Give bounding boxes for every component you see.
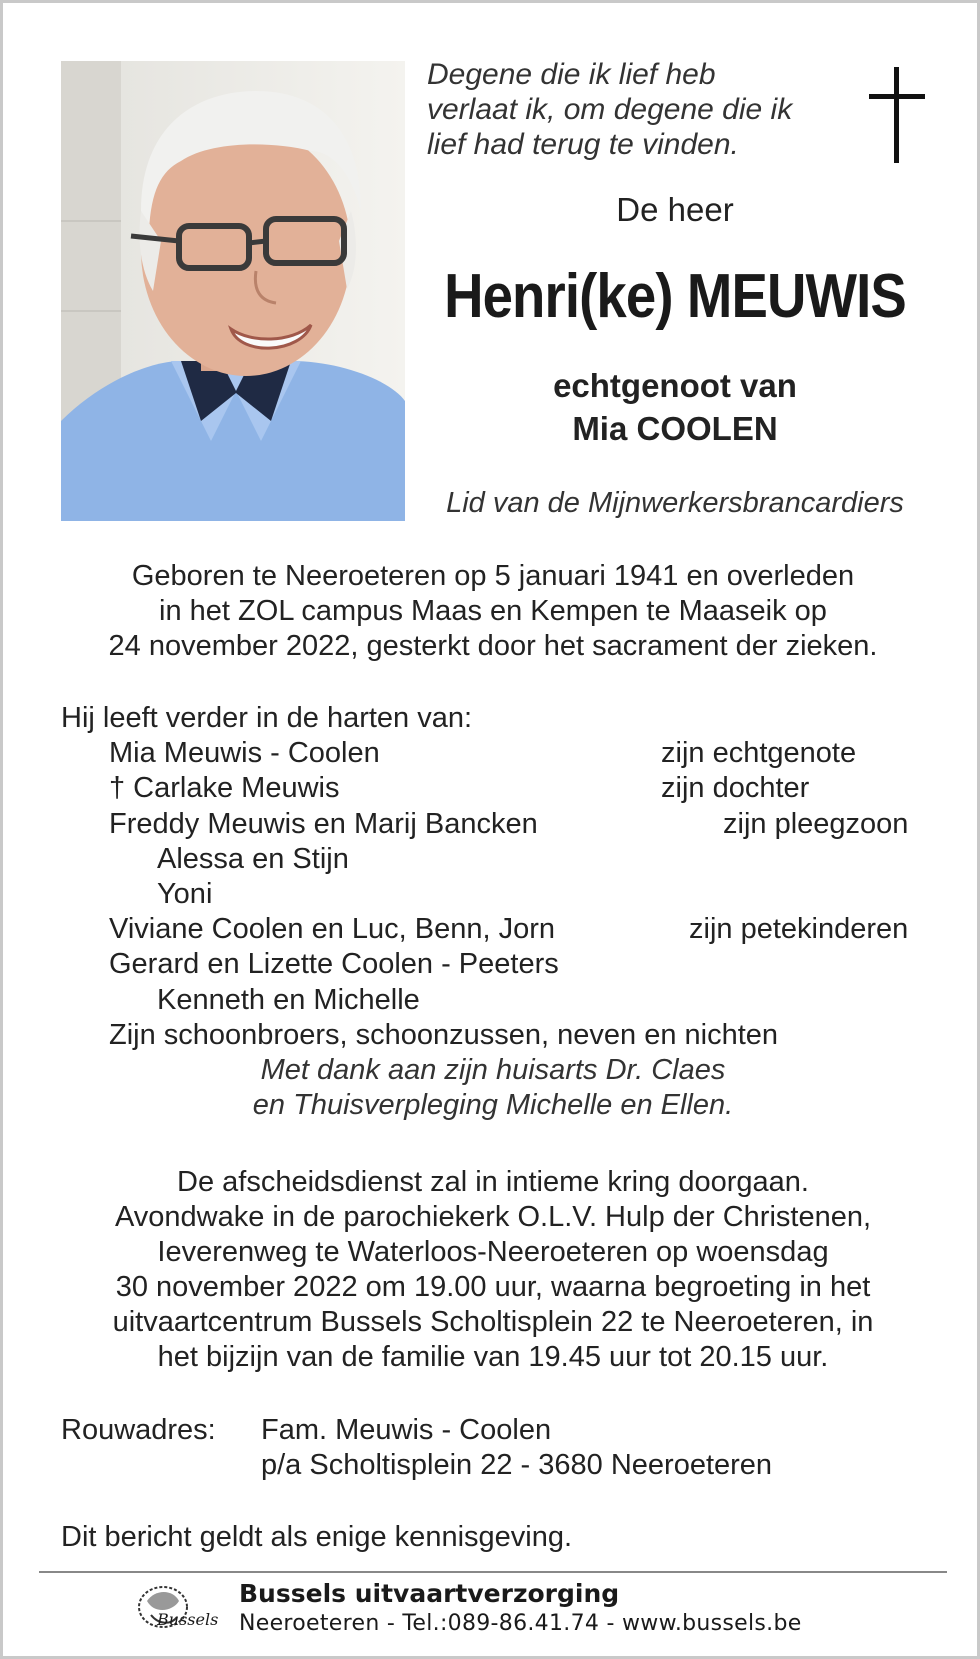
survivor-name: Viviane Coolen en Luc, Benn, Jorn xyxy=(109,913,556,946)
survivor-name: Freddy Meuwis en Marij Bancken xyxy=(109,807,538,840)
list-item xyxy=(61,807,941,842)
service-line: De afscheidsdienst zal in intieme kring doorgaan. xyxy=(177,1166,809,1198)
survivors-list xyxy=(61,701,941,1053)
survivor-relation: zijn pleegzoon xyxy=(723,807,909,840)
survivor-name: Gerard en Lizette Coolen - Peeters xyxy=(109,948,559,981)
list-item xyxy=(61,983,941,1018)
company-contact: Neeroeteren - Tel.:089-86.41.74 - www.bussels.be xyxy=(239,1611,802,1636)
notice-text: Dit bericht geldt als enige kennisgeving. xyxy=(61,1521,573,1553)
survivor-name: Zijn schoonbroers, schoonzussen, neven en nichten xyxy=(109,1018,779,1051)
address-line: Fam. Meuwis - Coolen xyxy=(261,1414,552,1446)
company-name: Bussels uitvaartverzorging xyxy=(239,1579,620,1608)
service-line: uitvaartcentrum Bussels Scholtisplein 22 te Neeroeteren, in xyxy=(112,1306,874,1338)
survivor-relation: zijn petekinderen xyxy=(689,913,909,946)
cross-icon xyxy=(869,67,925,168)
list-item xyxy=(61,947,941,982)
survivor-name: Alessa en Stijn xyxy=(157,842,349,875)
birth-death-line: Geboren te Neeroeteren op 5 januari 1941 en overleden xyxy=(131,560,855,592)
list-item xyxy=(61,736,941,771)
survivor-name: † Carlake Meuwis xyxy=(109,772,340,805)
membership: Lid van de Mijnwerkersbrancardiers xyxy=(446,487,904,519)
title-prefix: De heer xyxy=(616,191,734,228)
survivor-name: Yoni xyxy=(157,877,213,910)
survivor-name: Mia Meuwis - Coolen xyxy=(109,737,380,770)
survivor-relation: zijn echtgenote xyxy=(661,737,857,770)
list-item xyxy=(61,1018,941,1053)
list-item xyxy=(61,912,941,947)
service-line: Avondwake in de parochiekerk O.L.V. Hulp der Christenen, xyxy=(114,1201,872,1233)
service-line: Ieverenweg te Waterloos-Neeroeteren op woensdag xyxy=(157,1236,829,1268)
address-line: p/a Scholtisplein 22 - 3680 Neeroeteren xyxy=(261,1449,773,1481)
list-item xyxy=(61,771,941,806)
spouse-label: echtgenoot van xyxy=(553,367,797,404)
list-item xyxy=(61,877,941,912)
acknowledgement-line: en Thuisverpleging Michelle en Ellen. xyxy=(252,1089,734,1121)
acknowledgement-line: Met dank aan zijn huisarts Dr. Claes xyxy=(260,1054,726,1086)
acknowledgement xyxy=(43,1053,943,1123)
list-item xyxy=(61,842,941,877)
birth-death-line: 24 november 2022, gesterkt door het sacrament der zieken. xyxy=(108,630,878,662)
survivor-relation: zijn dochter xyxy=(661,772,810,805)
address-label: Rouwadres: xyxy=(61,1414,216,1446)
survivors-intro: Hij leeft verder in de harten van: xyxy=(61,702,473,734)
survivor-name: Kenneth en Michelle xyxy=(157,983,420,1016)
service-paragraph xyxy=(43,1165,943,1375)
deceased-name: Henri(ke) MEUWIS xyxy=(444,262,906,331)
footer-divider xyxy=(39,1571,947,1573)
memorial-quote: Degene die ik lief heb verlaat ik, om degene die ik lief had terug te vinden. xyxy=(427,58,793,161)
service-line: 30 november 2022 om 19.00 uur, waarna begroeting in het xyxy=(115,1271,871,1303)
birth-death-paragraph xyxy=(43,559,943,664)
portrait-photo xyxy=(61,61,405,521)
bussels-logo xyxy=(133,1581,225,1642)
svg-text:Bussels: Bussels xyxy=(157,1610,219,1629)
service-line: het bijzijn van de familie van 19.45 uur tot 20.15 uur. xyxy=(157,1341,829,1373)
spouse-name: Mia COOLEN xyxy=(572,410,778,447)
birth-death-line: in het ZOL campus Maas en Kempen te Maaseik op xyxy=(159,595,827,627)
